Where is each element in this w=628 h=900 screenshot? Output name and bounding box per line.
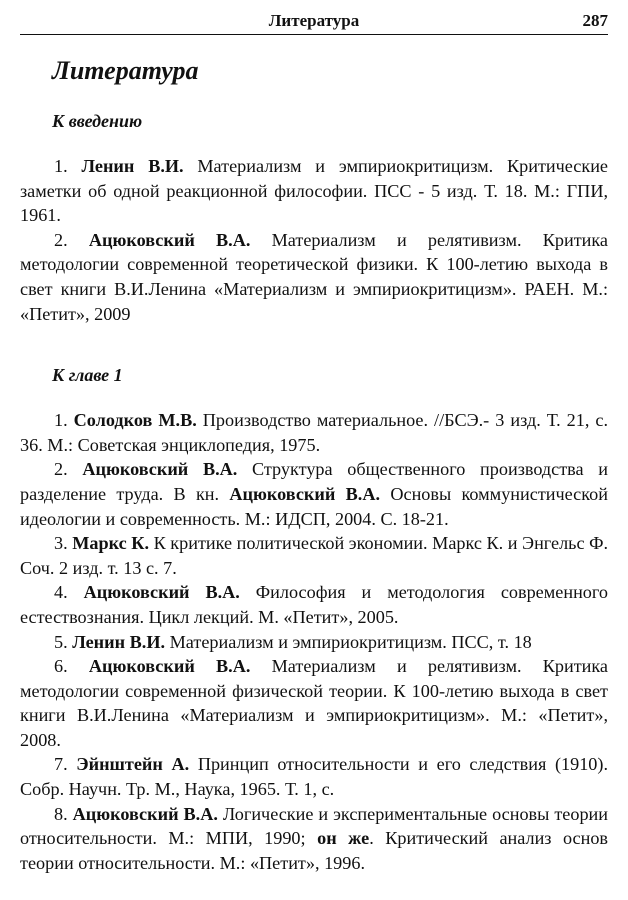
entry-author: Маркс К. (72, 533, 149, 554)
entry-number: 5. (54, 631, 68, 652)
reference-entry (20, 457, 608, 531)
running-header (20, 0, 608, 35)
entry-author: Ленин В.И. (81, 156, 184, 176)
entry-number: 1. (54, 410, 68, 431)
entry-text: Принцип относительности и его следствия (1910). Собр. Научн. Тр. М., Наука, 1965. Т. 1, с. (20, 754, 609, 800)
entry-text: Структура общественного производства и разделение труда. В кн. (20, 459, 609, 504)
reference-entry (20, 654, 608, 752)
entry-number: 6. (54, 656, 68, 677)
entry-author: Солодков М.В. (73, 410, 197, 431)
section-chapter-1 (20, 363, 608, 875)
entry-author: Ацюковский В.А. (88, 229, 251, 250)
entry-text-secondary: . Критический анализ основ теории относительности. М.: «Петит», 1996. (20, 828, 609, 873)
entry-author: Ацюковский В.А. (82, 459, 238, 480)
section-title: К введению (52, 111, 143, 131)
entry-text: К критике политической экономии. Маркс К. и Энгельс Ф. Соч. 2 изд. т. 13 с. 7. (20, 533, 609, 578)
entry-author-secondary: он же (317, 828, 370, 849)
entry-author: Ленин В.И. (72, 631, 166, 652)
entry-author: Ацюковский В.А. (72, 803, 218, 824)
book-page (20, 0, 608, 900)
entry-text: Материализм и эмпириокритицизм. Критические заметки об одной реакционной философии. ПСС - 5 изд. Т. 18. М.: ГПИ, 1961. (20, 156, 609, 226)
reference-entry (20, 580, 608, 629)
reference-entry (20, 531, 608, 580)
reference-entry (20, 802, 608, 876)
entry-number: 2. (54, 459, 68, 480)
reference-entry (20, 228, 608, 326)
reference-entry (20, 752, 608, 801)
entry-number: 3. (54, 533, 68, 554)
entry-author: Эйнштейн А. (76, 754, 190, 775)
entry-author: Ацюковский В.А. (88, 656, 251, 677)
entry-text: Материализм и эмпириокритицизм. ПСС, т. 18 (169, 631, 532, 652)
entry-text: Материализм и релятивизм. Критика методологии современной физической теории. К 100-летию выхода в свет книги В.И.Ленина «Материализм и эмпириокритицизм». М.: «Петит», 2008. (20, 656, 609, 750)
entry-text-secondary: Основы коммунистической идеологии и современность. М.: ИДСП, 2004. С. 18-21. (20, 483, 608, 529)
entry-author-secondary: Ацюковский В.А. (229, 483, 381, 504)
entry-text: Производство материальное. //БСЭ.- 3 изд. Т. 21, с. 36. М.: Советская энциклопедия, 1975. (20, 410, 609, 455)
entry-number: 8. (54, 803, 68, 824)
reference-entry (20, 408, 608, 457)
running-title: Литература (268, 11, 360, 30)
reference-entry (20, 154, 608, 228)
entry-number: 2. (54, 229, 68, 250)
entry-text: Логические и экспериментальные основы теории относительности. М.: МПИ, 1990; (20, 803, 609, 849)
section-introduction (20, 109, 608, 326)
entry-author: Ацюковский В.А. (83, 582, 240, 603)
entry-text: Философия и методология современного естествознания. Цикл лекций. М. «Петит», 2005. (20, 582, 608, 627)
section-title: К главе 1 (52, 365, 123, 386)
entry-number: 4. (54, 582, 68, 603)
entry-number: 1. (54, 156, 68, 176)
reference-entry (20, 630, 608, 655)
entry-text: Материализм и релятивизм. Критика методологии современной теоретической физики. К 100-летию выхода в свет книги В.И.Ленина «Материализм и эмпириокритицизм». РАЕН. М.: «Петит», 2009 (20, 229, 609, 324)
entry-number: 7. (54, 754, 68, 775)
page-number: 287 (582, 11, 608, 30)
chapter-title: Литература (52, 56, 199, 85)
